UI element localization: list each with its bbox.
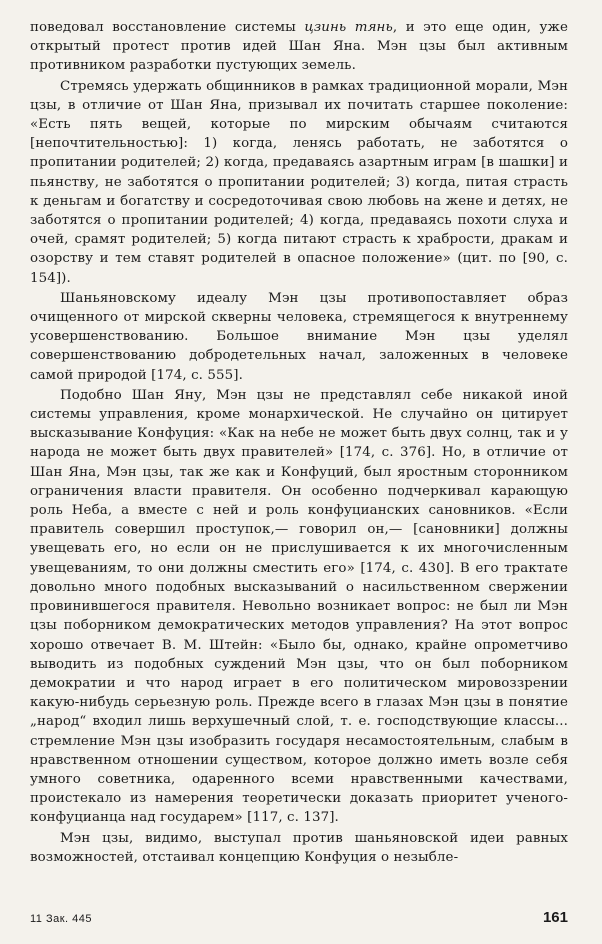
text-run: Стремясь удержать общинников в рамках традиционной морали, Мэн цзы, в отличие от Шан Яна, призывал их почитать старшее поколение: «Есть пять вещей, которые по мирским обычаям считаются [непочтительностью]: 1) когда, ленясь работать, не заботятся о пропитании родителей; 2) когда, предаваясь азартным играм [в шашки] и пьянству, не заботятся о пропитании родителей; 3) когда, питая страсть к деньгам и богатству и сосредоточивая свою любовь на жене и детях, не заботятся о пропитании родителей; 4) когда, предаваясь похоти слуха и очей, срамят родителей; 5) когда питают страсть к храбрости, дракам и озорству и тем ставят родителей в опасное положение» (цит. по [90, с. 154]). [30,78,568,286]
paragraph [30,829,568,867]
text-run: Шаньяновскому идеалу Мэн цзы противопоставляет образ очищенного от мирской скверны человека, стремящегося к внутреннему усовершенствованию. Большое внимание Мэн цзы уделял совершенствованию добродетельных начал, заложенных в человеке самой природой [174, с. 555]. [30,290,568,383]
paragraph [30,386,568,828]
text-run: Мэн цзы, видимо, выступал против шаньяновской идеи равных возможностей, отстаивал концепцию Конфуция о незыбле- [30,830,568,865]
text-run: Подобно Шан Яну, Мэн цзы не представлял себе никакой иной системы управления, кроме монархической. Не случайно он цитирует высказывание Конфуция: «Как на небе не может быть двух солнц, так и у народа не может быть двух правителей» [174, с. 376]. Но, в отличие от Шан Яна, Мэн цзы, так же как и Конфуций, был яростным сторонником ограничения власти правителя. Он особенно подчеркивал карающую роль Неба, а вместе с ней и роль конфуцианских сановников. «Если правитель совершил проступок,— говорил он,— [сановники] должны увещевать его, но если он не прислушивается к их многочисленным увещеваниям, то они должны сместить его» [174, с. 430]. В его трактате довольно много подобных высказываний о насильственном свержении провинившегося правителя. Невольно возникает вопрос: не был ли Мэн цзы поборником демократических методов управления? На этот вопрос хорошо отвечает В. М. Штейн: «Было бы, однако, крайне опрометчиво выводить из подобных суждений Мэн цзы, что он был поборником демократии и что народ играет в его политическом мировоззрении какую-нибудь серьезную роль. Прежде всего в глазах Мэн цзы в понятие „народ“ входил лишь верхушечный слой, т. е. господствующие классы... стремление Мэн цзы изобразить государя несамостоятельным, слабым в нравственном отношении существом, которое должно иметь возле себя умного советника, одаренного всеми нравственными качествами, проистекало из намерения теоретически доказать приоритет ученого-конфуцианца над государем» [117, с. 137]. [30,387,568,826]
paragraph [30,77,568,288]
printer-signature: 11 Зак. 445 [30,913,93,925]
italic-term: цзинь тянь [304,20,393,35]
paragraph [30,18,568,76]
paragraph [30,289,568,385]
text-run: поведовал восстановление системы [30,20,305,35]
text-run: , и это еще один, уже открытый протест против идей Шан Яна. Мэн цзы был активным противником разработки пустующих земель. [30,20,568,74]
body-text [30,18,568,867]
page-footer [30,909,568,926]
page-number: 161 [542,909,568,926]
